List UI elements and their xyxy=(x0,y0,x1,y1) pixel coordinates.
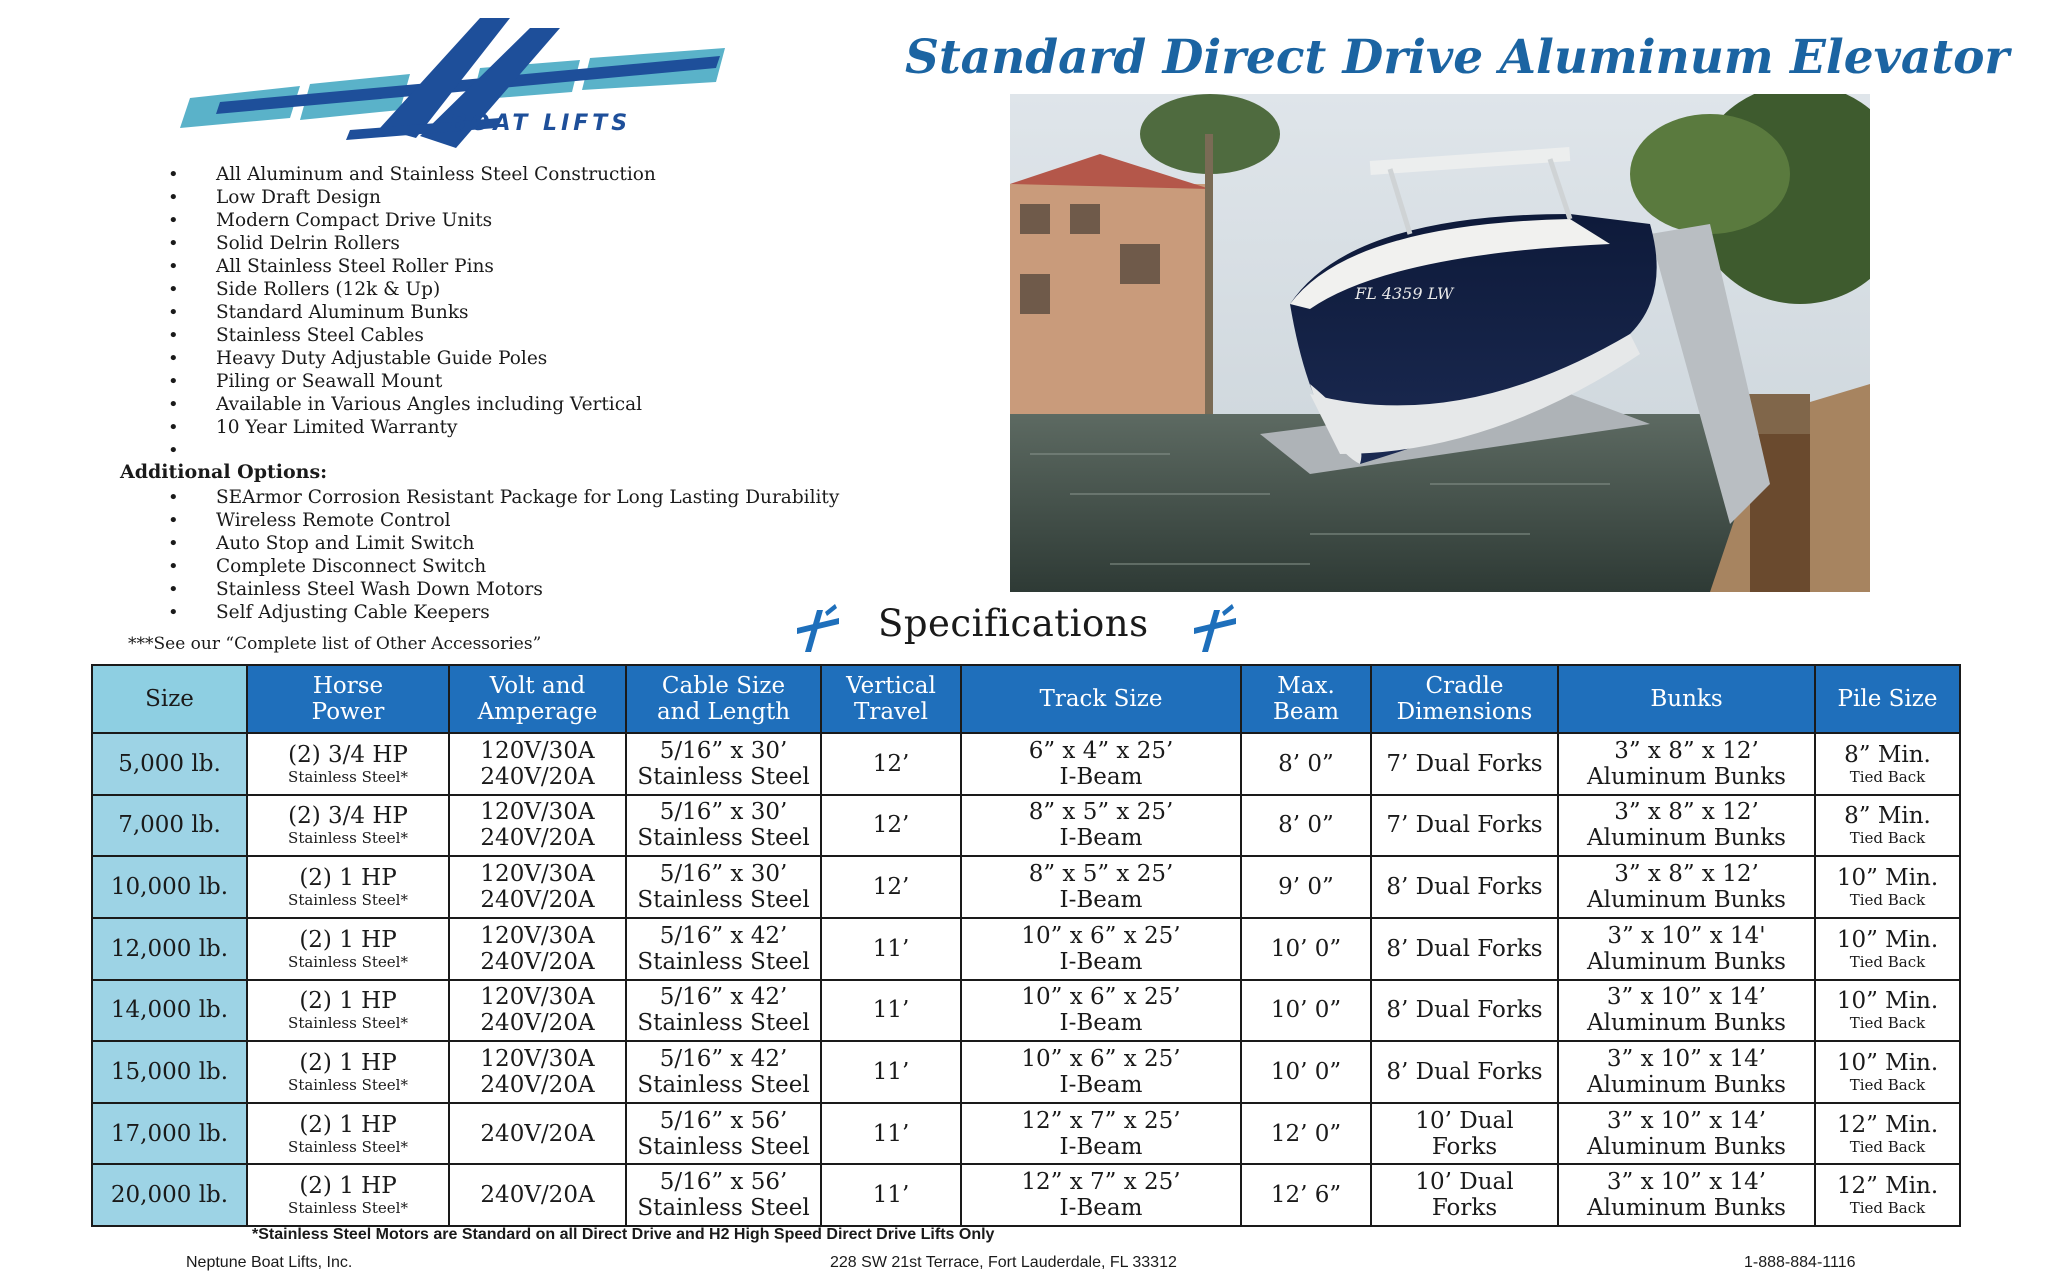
pile-cell xyxy=(1815,980,1960,1042)
travel-cell-text: 11’ xyxy=(872,1058,910,1085)
horsepower-cell-text: Stainless Steel* xyxy=(288,891,408,910)
size-cell xyxy=(92,1041,247,1103)
beam-cell xyxy=(1241,1041,1371,1103)
additional-options-title: Additional Options: xyxy=(120,461,328,483)
track-cell xyxy=(961,1103,1241,1165)
size-cell-text: 15,000 lb. xyxy=(110,1058,229,1085)
voltage-cell-text: 240V/20A xyxy=(480,825,595,852)
pile-cell-text: Tied Back xyxy=(1849,891,1926,910)
size-cell xyxy=(92,918,247,980)
bunks-cell-text: 3” x 10” x 14’ xyxy=(1606,1107,1767,1134)
cable-cell-text: 5/16” x 30’ xyxy=(659,799,788,826)
cable-cell-text: Stainless Steel xyxy=(637,1133,810,1160)
voltage-cell-text: 120V/30A xyxy=(480,861,595,888)
column-header-line: Pile Size xyxy=(1837,686,1938,712)
option-item: • Wireless Remote Control xyxy=(168,509,839,532)
cable-cell-text: 5/16” x 30’ xyxy=(659,861,788,888)
column-header-line: Amperage xyxy=(477,699,598,725)
pile-cell xyxy=(1815,1164,1960,1226)
hull-registration: FL 4359 LW xyxy=(1355,284,1454,303)
feature-item: • All Stainless Steel Roller Pins xyxy=(168,255,656,278)
column-header-line: Cable Size xyxy=(661,673,786,699)
voltage-cell-text: 240V/20A xyxy=(480,1071,595,1098)
size-cell xyxy=(92,733,247,795)
bunks-cell-text: 3” x 10” x 14’ xyxy=(1606,1045,1767,1072)
track-cell-text: 10” x 6” x 25’ xyxy=(1021,922,1181,949)
logo-subtitle: BOAT LIFTS xyxy=(450,111,632,136)
bunks-cell xyxy=(1558,1164,1815,1226)
track-cell-text: I-Beam xyxy=(1059,1010,1143,1037)
footer-phone: 1-888-884-1116 xyxy=(1744,1254,1856,1271)
voltage-cell-text: 240V/20A xyxy=(480,1182,595,1209)
specifications-heading: Specifications xyxy=(878,602,1149,645)
option-item: • SEArmor Corrosion Resistant Package for Long Lasting Durability xyxy=(168,486,839,509)
additional-options-list xyxy=(168,486,839,624)
bunks-cell-text: Aluminum Bunks xyxy=(1587,1195,1786,1222)
column-header-line: and Length xyxy=(656,699,791,725)
table-row xyxy=(92,1103,1960,1165)
horsepower-cell-text: Stainless Steel* xyxy=(288,1075,408,1094)
track-cell-text: 10” x 6” x 25’ xyxy=(1021,1045,1181,1072)
cradle-cell xyxy=(1371,856,1558,918)
horsepower-cell-text: Stainless Steel* xyxy=(288,1014,408,1033)
bunks-cell xyxy=(1558,918,1815,980)
table-row xyxy=(92,856,1960,918)
horsepower-cell-text: Stainless Steel* xyxy=(288,767,408,786)
cradle-cell xyxy=(1371,1041,1558,1103)
horsepower-cell-text: Stainless Steel* xyxy=(288,1137,408,1156)
feature-item: • Modern Compact Drive Units xyxy=(168,209,656,232)
cable-cell xyxy=(626,980,821,1042)
travel-cell-text: 11’ xyxy=(872,935,910,962)
horsepower-cell xyxy=(247,795,449,857)
track-cell-text: I-Beam xyxy=(1059,1133,1143,1160)
cradle-cell-text: 10’ Dual xyxy=(1415,1107,1514,1134)
voltage-cell-text: 240V/20A xyxy=(480,1120,595,1147)
horsepower-cell-text: Stainless Steel* xyxy=(288,829,408,848)
travel-cell xyxy=(821,1164,961,1226)
beam-cell xyxy=(1241,1164,1371,1226)
beam-cell xyxy=(1241,856,1371,918)
track-cell-text: 6” x 4” x 25’ xyxy=(1028,737,1174,764)
bunks-cell xyxy=(1558,795,1815,857)
pile-cell xyxy=(1815,733,1960,795)
feature-item: • Heavy Duty Adjustable Guide Poles xyxy=(168,347,656,370)
bunks-cell-text: Aluminum Bunks xyxy=(1587,1071,1786,1098)
table-row xyxy=(92,733,1960,795)
cable-cell xyxy=(626,1164,821,1226)
beam-cell-text: 12’ 0” xyxy=(1270,1120,1342,1147)
size-cell xyxy=(92,1164,247,1226)
feature-item: • Standard Aluminum Bunks xyxy=(168,301,656,324)
size-cell-text: 10,000 lb. xyxy=(110,874,229,901)
size-cell-text: 12,000 lb. xyxy=(110,935,229,962)
cradle-cell-text: Forks xyxy=(1431,1195,1498,1222)
pile-cell-text: Tied Back xyxy=(1849,952,1926,971)
pile-cell-text: 10” Min. xyxy=(1836,865,1939,892)
size-cell xyxy=(92,856,247,918)
track-cell xyxy=(961,1164,1241,1226)
horsepower-cell xyxy=(247,918,449,980)
cable-cell-text: Stainless Steel xyxy=(637,1010,810,1037)
option-item: • Complete Disconnect Switch xyxy=(168,555,839,578)
bunks-cell-text: Aluminum Bunks xyxy=(1587,887,1786,914)
footer-address: 228 SW 21st Terrace, Fort Lauderdale, FL 33312 xyxy=(830,1254,1177,1271)
bunks-cell xyxy=(1558,856,1815,918)
pile-cell-text: Tied Back xyxy=(1849,767,1926,786)
column-header-line: Track Size xyxy=(1039,686,1163,712)
cable-cell-text: Stainless Steel xyxy=(637,825,810,852)
feature-item: • Solid Delrin Rollers xyxy=(168,232,656,255)
horsepower-cell-text: Stainless Steel* xyxy=(288,952,408,971)
horsepower-cell-text: (2) 3/4 HP xyxy=(288,803,408,830)
pile-cell-text: 12” Min. xyxy=(1836,1111,1939,1138)
horsepower-cell xyxy=(247,1103,449,1165)
voltage-cell-text: 240V/20A xyxy=(480,887,595,914)
beam-cell xyxy=(1241,980,1371,1042)
voltage-cell xyxy=(449,918,626,980)
beam-cell xyxy=(1241,733,1371,795)
option-item: • Stainless Steel Wash Down Motors xyxy=(168,578,839,601)
cradle-cell-text: 8’ Dual Forks xyxy=(1386,997,1543,1024)
option-item: • Self Adjusting Cable Keepers xyxy=(168,601,839,624)
horsepower-cell xyxy=(247,1164,449,1226)
voltage-cell xyxy=(449,1041,626,1103)
cradle-cell-text: 8’ Dual Forks xyxy=(1386,874,1543,901)
horsepower-cell-text: (2) 1 HP xyxy=(299,1173,397,1200)
bunks-cell-text: Aluminum Bunks xyxy=(1587,1133,1786,1160)
voltage-cell xyxy=(449,856,626,918)
beam-cell-text: 9’ 0” xyxy=(1278,874,1334,901)
beam-cell-text: 10’ 0” xyxy=(1270,997,1342,1024)
cable-cell-text: 5/16” x 42’ xyxy=(659,922,788,949)
track-cell-text: 10” x 6” x 25’ xyxy=(1021,984,1181,1011)
bunks-cell xyxy=(1558,1041,1815,1103)
table-row xyxy=(92,795,1960,857)
pile-cell-text: 8” Min. xyxy=(1844,803,1931,830)
column-header xyxy=(1815,665,1960,733)
option-item: • Auto Stop and Limit Switch xyxy=(168,532,839,555)
voltage-cell-text: 240V/20A xyxy=(480,948,595,975)
track-cell xyxy=(961,856,1241,918)
travel-cell-text: 11’ xyxy=(872,997,910,1024)
track-cell-text: 8” x 5” x 25’ xyxy=(1028,799,1174,826)
beam-cell-text: 8’ 0” xyxy=(1278,812,1334,839)
track-cell-text: 12” x 7” x 25’ xyxy=(1021,1107,1181,1134)
travel-cell xyxy=(821,980,961,1042)
horsepower-cell-text: Stainless Steel* xyxy=(288,1199,408,1218)
cradle-cell-text: Forks xyxy=(1431,1133,1498,1160)
horsepower-cell xyxy=(247,980,449,1042)
pile-cell-text: Tied Back xyxy=(1849,1137,1926,1156)
travel-cell xyxy=(821,1041,961,1103)
voltage-cell xyxy=(449,980,626,1042)
horsepower-cell-text: (2) 3/4 HP xyxy=(288,741,408,768)
feature-item: • Side Rollers (12k & Up) xyxy=(168,278,656,301)
pile-cell-text: Tied Back xyxy=(1849,1075,1926,1094)
bunks-cell-text: 3” x 10” x 14’ xyxy=(1606,984,1767,1011)
travel-cell-text: 11’ xyxy=(872,1182,910,1209)
horsepower-cell xyxy=(247,1041,449,1103)
travel-cell-text: 12’ xyxy=(872,750,910,777)
cable-cell xyxy=(626,733,821,795)
bunks-cell-text: Aluminum Bunks xyxy=(1587,763,1786,790)
cradle-cell xyxy=(1371,918,1558,980)
pile-cell-text: 10” Min. xyxy=(1836,988,1939,1015)
horsepower-cell-text: (2) 1 HP xyxy=(299,865,397,892)
column-header xyxy=(1371,665,1558,733)
column-header-line: Power xyxy=(311,699,385,725)
beam-cell-text: 12’ 6” xyxy=(1270,1182,1342,1209)
column-header xyxy=(626,665,821,733)
cradle-cell xyxy=(1371,1164,1558,1226)
travel-cell xyxy=(821,795,961,857)
pile-cell xyxy=(1815,1103,1960,1165)
pile-cell xyxy=(1815,795,1960,857)
pile-cell xyxy=(1815,1041,1960,1103)
cradle-cell xyxy=(1371,1103,1558,1165)
voltage-cell-text: 120V/30A xyxy=(480,799,595,826)
bunks-cell-text: Aluminum Bunks xyxy=(1587,948,1786,975)
feature-item: • All Aluminum and Stainless Steel Construction xyxy=(168,163,656,186)
cradle-cell-text: 8’ Dual Forks xyxy=(1386,1058,1543,1085)
column-header xyxy=(961,665,1241,733)
travel-cell xyxy=(821,918,961,980)
table-row xyxy=(92,980,1960,1042)
cable-cell xyxy=(626,795,821,857)
column-header-line: Horse xyxy=(312,673,384,699)
footer-company: Neptune Boat Lifts, Inc. xyxy=(186,1254,353,1271)
column-header-line: Max. xyxy=(1277,673,1335,699)
size-cell-text: 7,000 lb. xyxy=(118,812,221,839)
bunks-cell xyxy=(1558,1103,1815,1165)
column-header-line: Dimensions xyxy=(1396,699,1533,725)
cradle-cell-text: 7’ Dual Forks xyxy=(1386,750,1543,777)
bunks-cell-text: 3” x 8” x 12’ xyxy=(1614,861,1759,888)
travel-cell xyxy=(821,856,961,918)
column-header-line: Bunks xyxy=(1650,686,1723,712)
horsepower-cell-text: (2) 1 HP xyxy=(299,926,397,953)
pile-cell-text: 10” Min. xyxy=(1836,1049,1939,1076)
feature-item: • Available in Various Angles including Vertical xyxy=(168,393,656,416)
column-header xyxy=(449,665,626,733)
travel-cell-text: 12’ xyxy=(872,812,910,839)
pile-cell-text: 8” Min. xyxy=(1844,741,1931,768)
track-cell-text: I-Beam xyxy=(1059,887,1143,914)
column-header-line: Travel xyxy=(853,699,928,725)
column-header-line: Vertical xyxy=(846,673,936,699)
boat-lift-photo xyxy=(1010,94,1870,592)
size-cell-text: 5,000 lb. xyxy=(118,750,221,777)
beam-cell xyxy=(1241,1103,1371,1165)
track-cell-text: 8” x 5” x 25’ xyxy=(1028,861,1174,888)
track-cell-text: 12” x 7” x 25’ xyxy=(1021,1169,1181,1196)
bunks-cell-text: 3” x 10” x 14' xyxy=(1607,922,1766,949)
size-cell-text: 14,000 lb. xyxy=(110,997,229,1024)
cradle-cell xyxy=(1371,980,1558,1042)
travel-cell xyxy=(821,733,961,795)
cable-cell-text: Stainless Steel xyxy=(637,1195,810,1222)
voltage-cell-text: 240V/20A xyxy=(480,1010,595,1037)
bunks-cell-text: 3” x 8” x 12’ xyxy=(1614,799,1759,826)
trident-icon xyxy=(1192,604,1238,654)
beam-cell-text: 8’ 0” xyxy=(1278,750,1334,777)
cable-cell-text: 5/16” x 42’ xyxy=(659,1045,788,1072)
voltage-cell-text: 240V/20A xyxy=(480,763,595,790)
size-cell-text: 20,000 lb. xyxy=(110,1182,229,1209)
beam-cell xyxy=(1241,918,1371,980)
cable-cell xyxy=(626,1103,821,1165)
track-cell xyxy=(961,980,1241,1042)
voltage-cell-text: 120V/30A xyxy=(480,737,595,764)
cable-cell-text: Stainless Steel xyxy=(637,948,810,975)
pile-cell xyxy=(1815,856,1960,918)
horsepower-cell-text: (2) 1 HP xyxy=(299,1111,397,1138)
column-header xyxy=(821,665,961,733)
footnote: *Stainless Steel Motors are Standard on all Direct Drive and H2 High Speed Direct Drive Lifts Only xyxy=(252,1226,995,1243)
voltage-cell-text: 120V/30A xyxy=(480,1045,595,1072)
voltage-cell-text: 120V/30A xyxy=(480,984,595,1011)
table-row xyxy=(92,1164,1960,1226)
feature-item: • 10 Year Limited Warranty xyxy=(168,416,656,439)
column-header-line: Volt and xyxy=(489,673,586,699)
cable-cell-text: 5/16” x 30’ xyxy=(659,737,788,764)
voltage-cell-text: 120V/30A xyxy=(480,922,595,949)
voltage-cell xyxy=(449,1103,626,1165)
bunks-cell xyxy=(1558,733,1815,795)
voltage-cell xyxy=(449,795,626,857)
cradle-cell xyxy=(1371,795,1558,857)
feature-item xyxy=(168,439,656,462)
cable-cell-text: Stainless Steel xyxy=(637,1071,810,1098)
track-cell-text: I-Beam xyxy=(1059,1195,1143,1222)
horsepower-cell xyxy=(247,856,449,918)
pile-cell-text: Tied Back xyxy=(1849,1014,1926,1033)
table-row xyxy=(92,918,1960,980)
cradle-cell-text: 10’ Dual xyxy=(1415,1169,1514,1196)
feature-item: • Low Draft Design xyxy=(168,186,656,209)
size-cell xyxy=(92,1103,247,1165)
size-cell-text: 17,000 lb. xyxy=(110,1120,229,1147)
cable-cell-text: 5/16” x 42’ xyxy=(659,984,788,1011)
horsepower-cell xyxy=(247,733,449,795)
track-cell-text: I-Beam xyxy=(1059,825,1143,852)
cable-cell-text: Stainless Steel xyxy=(637,763,810,790)
beam-cell-text: 10’ 0” xyxy=(1270,1058,1342,1085)
track-cell-text: I-Beam xyxy=(1059,1071,1143,1098)
trident-icon xyxy=(795,604,841,654)
accessories-note: ***See our “Complete list of Other Accessories” xyxy=(128,634,542,654)
voltage-cell xyxy=(449,733,626,795)
page-title: Standard Direct Drive Aluminum Elevator xyxy=(905,30,2010,85)
beam-cell xyxy=(1241,795,1371,857)
bunks-cell-text: 3” x 10” x 14’ xyxy=(1606,1169,1767,1196)
cradle-cell-text: 8’ Dual Forks xyxy=(1386,935,1543,962)
cradle-cell-text: 7’ Dual Forks xyxy=(1386,812,1543,839)
neptune-logo xyxy=(180,18,740,168)
travel-cell xyxy=(821,1103,961,1165)
cable-cell xyxy=(626,1041,821,1103)
pile-cell xyxy=(1815,918,1960,980)
bunks-cell-text: Aluminum Bunks xyxy=(1587,825,1786,852)
cradle-cell xyxy=(1371,733,1558,795)
track-cell-text: I-Beam xyxy=(1059,948,1143,975)
feature-item: • Piling or Seawall Mount xyxy=(168,370,656,393)
column-header-line: Size xyxy=(145,686,194,712)
feature-item: • Stainless Steel Cables xyxy=(168,324,656,347)
cable-cell xyxy=(626,856,821,918)
travel-cell-text: 12’ xyxy=(872,874,910,901)
table-header-row xyxy=(92,665,1960,733)
travel-cell-text: 11’ xyxy=(872,1120,910,1147)
column-header xyxy=(1241,665,1371,733)
track-cell xyxy=(961,795,1241,857)
cable-cell-text: 5/16” x 56’ xyxy=(659,1169,788,1196)
feature-list xyxy=(168,163,656,462)
track-cell xyxy=(961,1041,1241,1103)
cable-cell-text: 5/16” x 56’ xyxy=(659,1107,788,1134)
track-cell-text: I-Beam xyxy=(1059,763,1143,790)
specifications-table xyxy=(91,664,1961,1227)
column-header-line: Cradle xyxy=(1425,673,1504,699)
track-cell xyxy=(961,918,1241,980)
column-header xyxy=(1558,665,1815,733)
beam-cell-text: 10’ 0” xyxy=(1270,935,1342,962)
table-row xyxy=(92,1041,1960,1103)
cable-cell xyxy=(626,918,821,980)
pile-cell-text: Tied Back xyxy=(1849,829,1926,848)
size-cell xyxy=(92,795,247,857)
bunks-cell-text: 3” x 8” x 12’ xyxy=(1614,737,1759,764)
bunks-cell-text: Aluminum Bunks xyxy=(1587,1010,1786,1037)
voltage-cell xyxy=(449,1164,626,1226)
column-header-line: Beam xyxy=(1272,699,1340,725)
horsepower-cell-text: (2) 1 HP xyxy=(299,1049,397,1076)
column-header xyxy=(92,665,247,733)
size-cell xyxy=(92,980,247,1042)
cable-cell-text: Stainless Steel xyxy=(637,887,810,914)
track-cell xyxy=(961,733,1241,795)
pile-cell-text: 12” Min. xyxy=(1836,1173,1939,1200)
column-header xyxy=(247,665,449,733)
bunks-cell xyxy=(1558,980,1815,1042)
horsepower-cell-text: (2) 1 HP xyxy=(299,988,397,1015)
pile-cell-text: 10” Min. xyxy=(1836,926,1939,953)
pile-cell-text: Tied Back xyxy=(1849,1199,1926,1218)
